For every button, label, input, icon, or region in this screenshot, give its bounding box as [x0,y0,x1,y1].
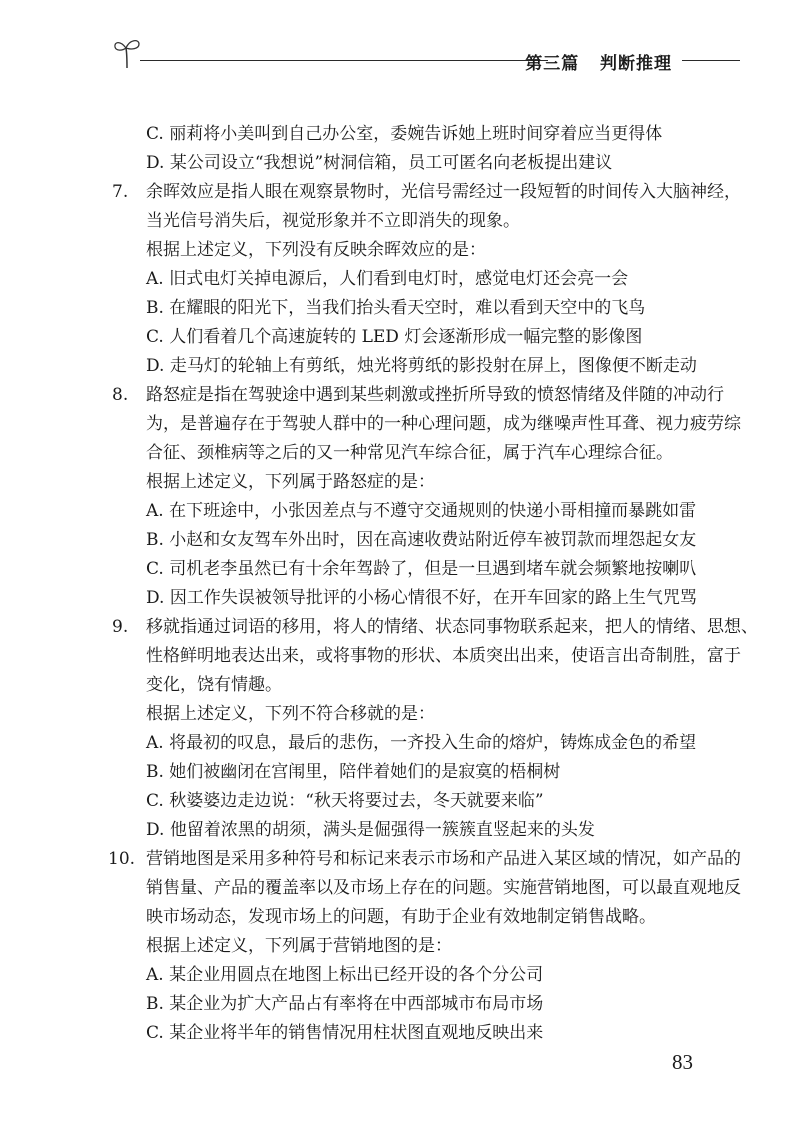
q10-prompt: 根据上述定义，下列属于营销地图的是： [146,936,452,956]
q7-prompt: 根据上述定义，下列没有反映余晖效应的是： [146,240,486,260]
q9-option-a: A. 将最初的叹息，最后的悲伤，一齐投入生命的熔炉，铸炼成金色的希望 [146,733,697,753]
q9-stem-line-1: 移就指通过词语的移用，将人的情绪、状态同事物联系起来，把人的情绪、思想、 [146,617,758,637]
q7-stem-line-2: 当光信号消失后，视觉形象并不立即消失的现象。 [146,211,520,231]
q9-stem-line-2: 性格鲜明地表达出来，或将事物的形状、本质突出出来，使语言出奇制胜，富于 [146,646,741,666]
q10-number: 10. [108,849,136,869]
q8-stem-line-3: 合征、颈椎病等之后的又一种常见汽车综合征，属于汽车心理综合征。 [146,443,673,463]
q10-stem-line-1: 营销地图是采用多种符号和标记来表示市场和产品进入某区域的情况，如产品的 [146,849,741,869]
section-name: 第三篇 [525,54,580,74]
q8-option-a: A. 在下班途中，小张因差点与不遵守交通规则的快递小哥相撞而暴跳如雷 [146,501,697,521]
q7-number: 7. [112,182,129,202]
q9-stem-line-3: 变化，饶有情趣。 [146,675,282,695]
q7-option-d: D. 走马灯的轮轴上有剪纸，烛光将剪纸的影投射在屏上，图像便不断走动 [146,356,697,376]
q10-option-a: A. 某企业用圆点在地图上标出已经开设的各个分公司 [146,965,544,985]
q9-option-b: B. 她们被幽闭在宫闱里，陪伴着她们的是寂寞的梧桐树 [146,762,561,782]
q10-option-c: C. 某企业将半年的销售情况用柱状图直观地反映出来 [146,1023,544,1043]
q8-option-d: D. 因工作失误被领导批评的小杨心情很不好，在开车回家的路上生气咒骂 [146,588,697,608]
q8-stem-line-2: 为，是普遍存在于驾驶人群中的一种心理问题，成为继噪声性耳聋、视力疲劳综 [146,414,741,434]
q8-option-b: B. 小赵和女友驾车外出时，因在高速收费站附近停车被罚款而埋怨起女友 [146,530,697,550]
q9-option-d: D. 他留着浓黑的胡须，满头是倔强得一簇簇直竖起来的头发 [146,820,595,840]
subject-name: 判断推理 [600,54,672,74]
q10-stem-line-3: 映市场动态，发现市场上的问题，有助于企业有效地制定销售战略。 [146,907,656,927]
page-number: 83 [672,1050,693,1074]
q7-stem-line-1: 余晖效应是指人眼在观察景物时，光信号需经过一段短暂的时间传入大脑神经， [146,182,741,202]
header-rule-right [682,60,740,61]
q8-prompt: 根据上述定义，下列属于路怒症的是： [146,472,435,492]
q10-option-b: B. 某企业为扩大产品占有率将在中西部城市布局市场 [146,994,544,1014]
sprout-icon [110,30,144,70]
q8-number: 8. [112,385,129,405]
header-rule [140,60,548,61]
q7-option-c: C. 人们看着几个高速旋转的 LED 灯会逐渐形成一幅完整的影像图 [146,327,643,347]
q9-option-c: C. 秋婆婆边走边说：“秋天将要过去，冬天就要来临” [146,791,544,811]
q9-number: 9. [112,617,129,637]
q10-stem-line-2: 销售量、产品的覆盖率以及市场上存在的问题。实施营销地图，可以最直观地反 [146,878,741,898]
q6-option-d: D. 某公司设立“我想说”树洞信箱，员工可匿名向老板提出建议 [146,153,613,173]
q8-stem-line-1: 路怒症是指在驾驶途中遇到某些刺激或挫折所导致的愤怒情绪及伴随的冲动行 [146,385,724,405]
q7-option-a: A. 旧式电灯关掉电源后，人们看到电灯时，感觉电灯还会亮一会 [146,269,629,289]
q9-prompt: 根据上述定义，下列不符合移就的是： [146,704,435,724]
q6-option-c: C. 丽莉将小美叫到自己办公室，委婉告诉她上班时间穿着应当更得体 [146,124,663,144]
q8-option-c: C. 司机老李虽然已有十余年驾龄了，但是一旦遇到堵车就会频繁地按喇叭 [146,559,697,579]
page-header [110,30,740,74]
section-title [525,49,672,74]
q7-option-b: B. 在耀眼的阳光下，当我们抬头看天空时，难以看到天空中的飞鸟 [146,298,646,318]
